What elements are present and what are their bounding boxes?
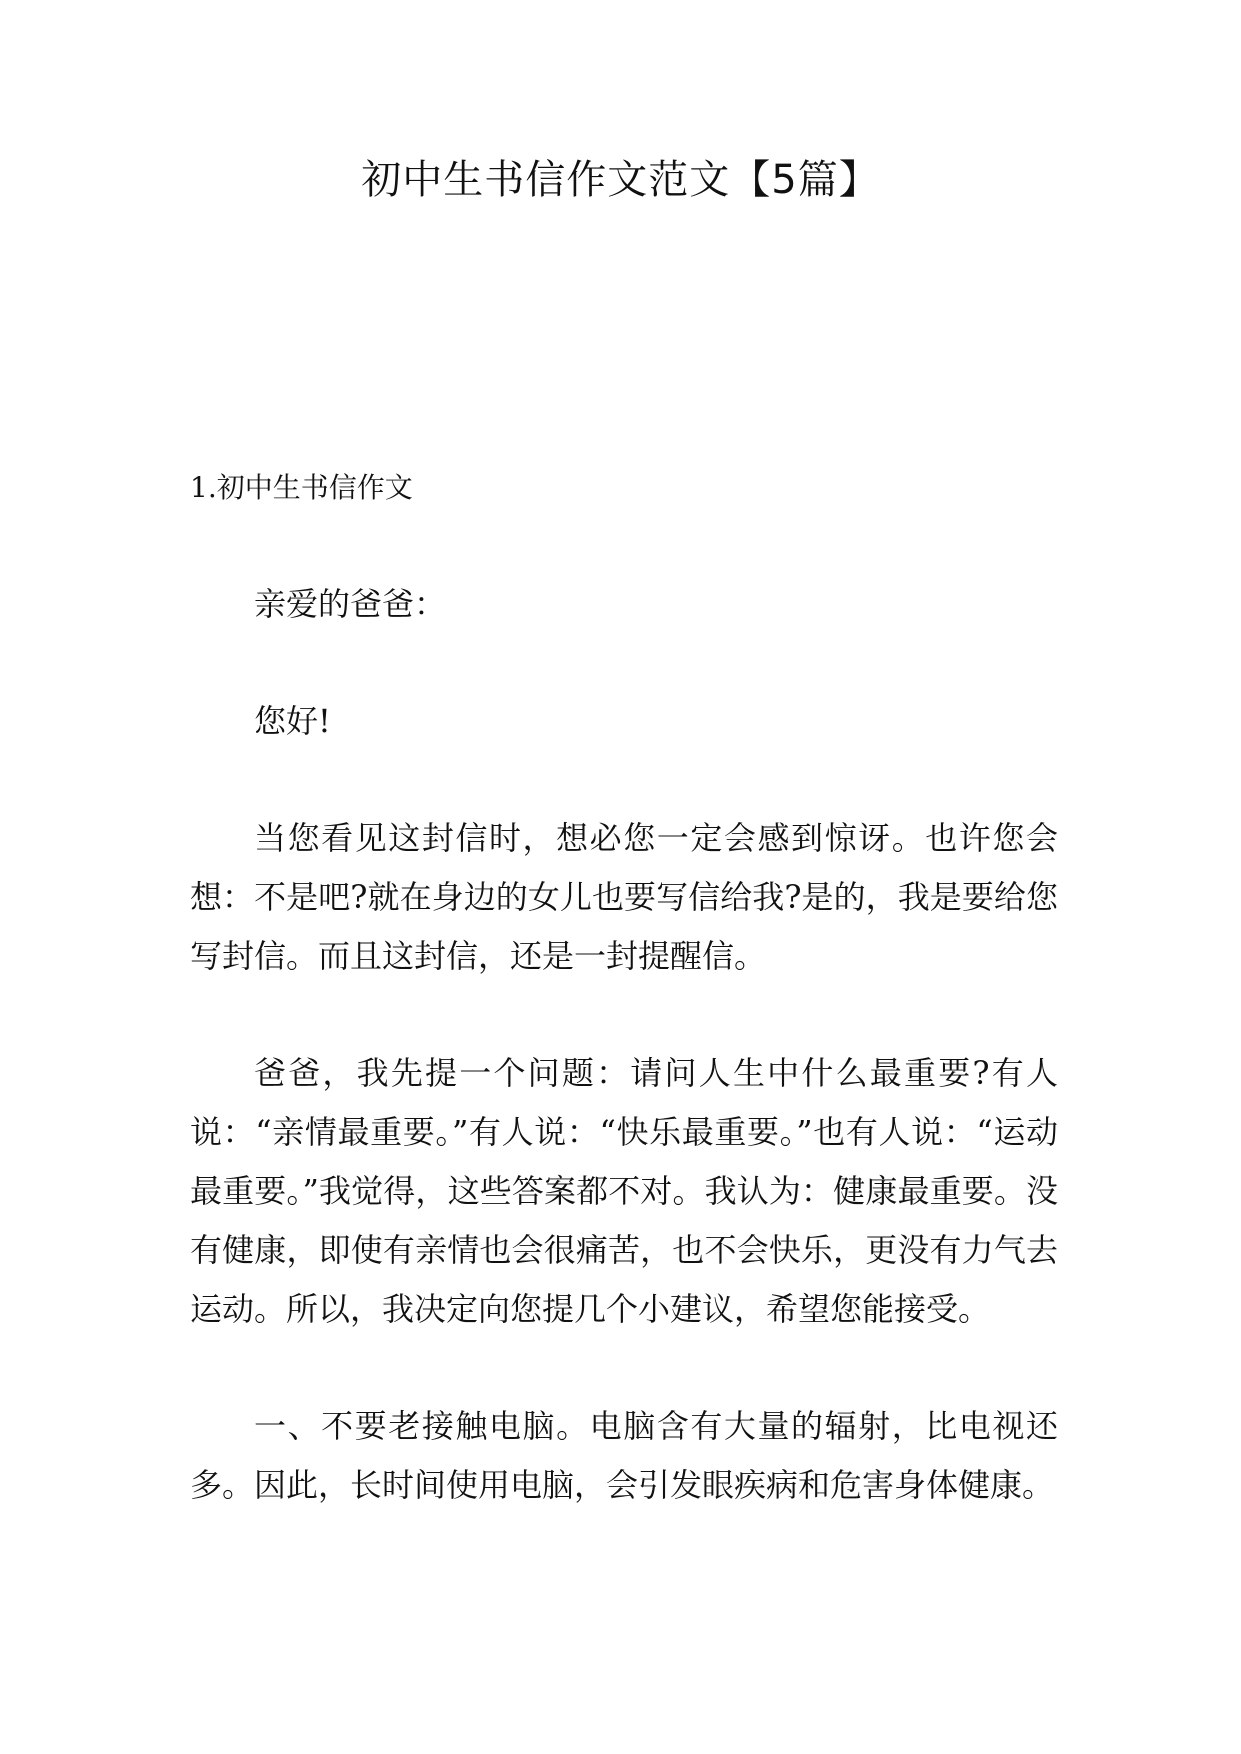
spacer [190, 634, 1058, 692]
paragraph: 当您看见这封信时，想必您一定会感到惊讶。也许您会想：不是吧?就在身边的女儿也要写信给我?是的，我是要给您写封信。而且这封信，还是一封提醒信。 [190, 819, 1058, 975]
paragraph: 一、不要老接触电脑。电脑含有大量的辐射，比电视还多。因此，长时间使用电脑，会引发眼疾病和危害身体健康。 [190, 1407, 1058, 1504]
page-title: 初中生书信作文范文【5篇】 [361, 157, 880, 203]
section-heading: 1.初中生书信作文 [190, 471, 413, 504]
greeting: 您好! [254, 702, 331, 740]
paragraph: 爸爸，我先提一个问题：请问人生中什么最重要?有人说：“亲情最重要。”有人说：“快乐最重要。”也有人说：“运动最重要。”我觉得，这些答案都不对。我认为：健康最重要。没有健康，即使有亲情也会很痛苦，也不会快乐，更没有力气去运动。所以，我决定向您提几个小建议，希望您能接受。 [190, 1054, 1058, 1328]
spacer [190, 518, 1058, 575]
document-body [190, 458, 1058, 1515]
spacer [190, 1339, 1058, 1397]
spacer [190, 751, 1058, 809]
salutation: 亲爱的爸爸： [254, 585, 447, 623]
spacer [190, 986, 1058, 1044]
